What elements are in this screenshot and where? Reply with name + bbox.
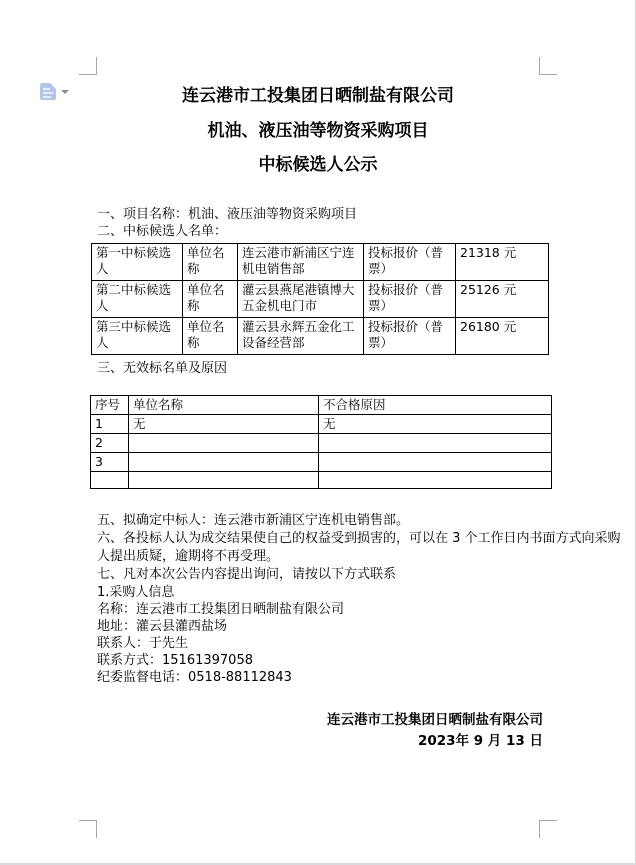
no-cell: 1 <box>91 415 129 434</box>
rank-cell: 第二中标候选人 <box>92 281 183 318</box>
invalid-bids-table <box>90 395 552 489</box>
no-cell <box>91 472 129 489</box>
rank-cell: 第一中标候选人 <box>92 244 183 281</box>
company-cell <box>129 453 319 472</box>
reason-cell <box>319 453 552 472</box>
purchaser-contact-person: 联系人：于先生 <box>97 636 189 651</box>
candidates-table <box>91 243 549 355</box>
document-title-project: 机油、液压油等物资采购项目 <box>207 121 429 141</box>
name-label-cell: 单位名称 <box>183 244 238 281</box>
price-label-cell: 投标报价（普票） <box>364 281 456 318</box>
purchaser-supervision-phone: 纪委监督电话：0518-88112843 <box>97 670 292 685</box>
purchaser-info-heading: 1.采购人信息 <box>97 585 175 600</box>
reason-cell <box>319 434 552 453</box>
section-invalid-bids-heading: 三、无效标名单及原因 <box>97 361 228 376</box>
header-no-cell: 序号 <box>91 396 129 415</box>
table-row <box>91 472 552 489</box>
price-label-cell: 投标报价（普票） <box>364 318 456 355</box>
price-label-cell: 投标报价（普票） <box>364 244 456 281</box>
table-row <box>92 281 549 318</box>
purchaser-name: 名称：连云港市工投集团日晒制盐有限公司 <box>97 602 345 617</box>
name-label-cell: 单位名称 <box>183 281 238 318</box>
margin-crop-mark-bottom-right <box>539 820 557 838</box>
price-cell: 21318 元 <box>456 244 549 281</box>
company-cell: 灌云县燕尾港镇博大五金机电门市 <box>238 281 364 318</box>
signature-company: 连云港市工投集团日晒制盐有限公司 <box>327 712 543 728</box>
section-candidate-list-heading: 二、中标候选人名单： <box>97 224 228 239</box>
purchaser-address: 地址：灌云县灌西盐场 <box>97 619 228 634</box>
company-cell: 连云港市新浦区宁连机电销售部 <box>238 244 364 281</box>
table-row <box>92 318 549 355</box>
section-project-name: 一、项目名称：机油、液压油等物资采购项目 <box>97 207 358 222</box>
margin-crop-mark-top-left <box>79 57 97 75</box>
table-row <box>91 434 552 453</box>
margin-crop-mark-top-right <box>539 57 557 75</box>
section-contact-heading: 七、凡对本次公告内容提出询问，请按以下方式联系 <box>97 567 397 582</box>
document-title-company: 连云港市工投集团日晒制盐有限公司 <box>182 86 454 106</box>
no-cell: 3 <box>91 453 129 472</box>
company-cell <box>129 434 319 453</box>
margin-crop-mark-bottom-left <box>79 820 97 838</box>
table-header-row <box>91 396 552 415</box>
reason-cell: 无 <box>319 415 552 434</box>
price-cell: 26180 元 <box>456 318 549 355</box>
signature-date: 2023年 9 月 13 日 <box>417 733 543 749</box>
header-company-cell: 单位名称 <box>129 396 319 415</box>
company-cell <box>129 472 319 489</box>
table-row <box>91 453 552 472</box>
no-cell: 2 <box>91 434 129 453</box>
rank-cell: 第三中标候选人 <box>92 318 183 355</box>
table-row <box>92 244 549 281</box>
table-row <box>91 415 552 434</box>
reason-cell <box>319 472 552 489</box>
header-reason-cell: 不合格原因 <box>319 396 552 415</box>
price-cell: 25126 元 <box>456 281 549 318</box>
company-cell: 无 <box>129 415 319 434</box>
section-confirmed-winner: 五、拟确定中标人：连云港市新浦区宁连机电销售部。 <box>97 513 410 528</box>
document-title-announcement: 中标候选人公示 <box>258 155 378 175</box>
purchaser-phone: 联系方式：15161397058 <box>97 653 253 668</box>
section-objection-line1: 六、各投标人认为成交结果使自己的权益受到损害的，可以在 3 个工作日内书面方式向采购 <box>97 531 621 546</box>
name-label-cell: 单位名称 <box>183 318 238 355</box>
section-objection-line2: 人提出质疑，逾期将不再受理。 <box>97 549 280 564</box>
company-cell: 灌云县永辉五金化工设备经营部 <box>238 318 364 355</box>
